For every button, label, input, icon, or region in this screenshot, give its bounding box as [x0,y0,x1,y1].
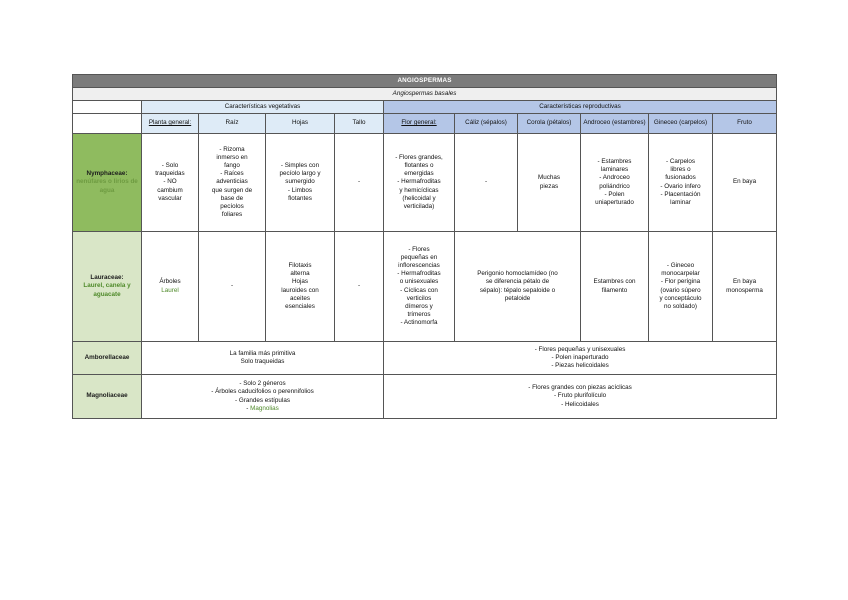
text-line: - Hermafroditas [397,178,441,186]
col-hojas: Hojas [266,114,335,134]
table-row-magnoliaceae [73,375,777,419]
text-line: - Solo 2 géneros [239,380,286,388]
vegetative-example: Magnolias [250,404,279,412]
family-name: Nymphaceae: [86,170,128,178]
text-line: Hojas [291,278,309,286]
cell-vegetative-merged [142,375,384,419]
text-line: o unisexuales [399,278,439,286]
text-line: pecíolos [220,202,244,210]
text-line: esenciales [285,302,315,310]
cell-perigonio [455,232,581,342]
text-line: emergidas [404,170,434,178]
text-line: base de [220,194,244,202]
text-line: - Raíces [220,170,244,178]
table-title: ANGIOSPERMAS [73,75,777,88]
cell-androceo [581,134,649,232]
text-line: La familia más primitiva [229,349,296,357]
family-common-name: Laurel, canela y aguacate [83,282,131,298]
vegetative-lines [144,380,381,405]
text-line: - Helicoidales [561,400,599,408]
text-line: libres o [670,166,691,174]
cell-tallo: - [335,134,384,232]
text-line: - Gineceo [666,261,695,269]
text-line: y hemicíclicas [399,186,439,194]
family-magnoliaceae: Magnoliaceae [73,375,142,419]
text-line: verticilos [406,294,432,302]
cell-tallo: - [335,232,384,342]
text-line: sumergido [285,178,315,186]
text-line: - Rizoma [219,145,245,153]
text-line: vascular [158,194,182,202]
text-line: - Polen inaperturado [551,353,609,361]
col-tallo: Tallo [335,114,384,134]
cell-fruto: En baya [713,134,777,232]
text-line: - Androceo [599,174,630,182]
family-common-name: nenúfares o lirios de agua [76,178,138,194]
cell-flor-general [384,232,455,342]
text-line: - Limbos [287,186,313,194]
text-line: y conceptáculo [659,294,702,302]
cell-hojas [266,134,335,232]
corner-cell-2 [73,114,142,134]
text-line: - Flores grandes, [395,153,443,161]
text-line: - Solo [161,162,179,170]
cell-gineceo [649,134,713,232]
text-line: se diferencia pétalo de [485,278,550,286]
text-line: laminares [600,166,629,174]
text-line: lauroides con [281,286,319,294]
table-row-nymphaceae [73,134,777,232]
cell-planta-general [142,232,199,342]
corner-cell [73,101,142,114]
text-line: uniaperturado [595,198,634,206]
text-line: trímeros [407,311,431,319]
col-corola: Corola (pétalos) [518,114,581,134]
text-line: (ovario súpero [660,286,701,294]
cell-reproductive-merged [384,375,777,419]
text-line: aceites [290,294,310,302]
text-line: - Estambres [597,157,632,165]
col-flor-general-label: Flor general: [401,119,437,127]
text-line: - Flor perígina [660,278,701,286]
text-line: cambium [157,186,183,194]
cell-hojas [266,232,335,342]
cell-reproductive-merged [384,342,777,375]
text-line: - Ovario ínfero [660,182,701,190]
cell-fruto [713,232,777,342]
text-line: - Fruto plurifolículo [553,392,607,400]
col-androceo: Androceo (estambres) [581,114,649,134]
text-line: flotantes o [404,162,434,170]
text-line: filamento [601,286,628,294]
text-line: - Carpelos [665,157,696,165]
text-line: laminar [670,198,691,206]
col-raiz: Raíz [199,114,266,134]
col-planta-general [142,114,199,134]
text-line: - Flores pequeñas y unisexuales [534,345,626,353]
col-gineceo: Gineceo (carpelos) [649,114,713,134]
text-line: verticilada) [403,202,435,210]
vegetative-example-line: - Magnolias [246,404,279,412]
group-vegetative-header: Características vegetativas [142,101,384,114]
text-line: petaloide [504,294,531,302]
text-line: Muchas [537,174,561,182]
text-line: inmerso en [216,153,248,161]
text-line: sépalo): tépalo sepaloide o [479,286,556,294]
text-line: no soldado) [664,302,697,310]
text-line: adventicias [216,178,248,186]
text-line: - Flores [408,245,430,253]
table-subtitle: Angiospermas basales [73,88,777,101]
col-fruto: Fruto [713,114,777,134]
text-line: (helicoidal y [402,194,436,202]
text-line: Filotaxis [288,261,312,269]
text-line: - Actinomorfa [400,319,438,327]
angiospermas-table [72,74,777,419]
text-line: Estambres con [593,278,636,286]
cell-planta-general [142,134,199,232]
table-row-amborellaceae [73,342,777,375]
text-line: alterna [290,270,310,278]
cell-raiz: - [199,232,266,342]
cell-flor-general [384,134,455,232]
col-planta-general-label: Planta general: [148,119,192,127]
text-line: - Cíclicas con [400,286,438,294]
family-nymphaceae [73,134,142,232]
text-line: monocarpelar [661,270,700,278]
planta-general-text: Árboles [159,278,181,286]
text-line: - Piezas helicoidales [551,362,609,370]
family-amborellaceae: Amborellaceae [73,342,142,375]
text-line: piezas [539,182,559,190]
text-line: - NO [163,178,177,186]
text-line: - Polen [604,190,625,198]
text-line: inflorescencias [398,261,440,269]
text-line: dímeros y [405,302,433,310]
text-line: - Placentación [660,190,701,198]
col-flor-general [384,114,455,134]
text-line: - Grandes estípulas [235,396,290,404]
family-lauraceae [73,232,142,342]
group-reproductive-header: Características reproductivas [384,101,777,114]
text-line: foliares [221,211,243,219]
table-row-lauraceae [73,232,777,342]
text-line: - Flores grandes con piezas acíclicas [528,384,632,392]
cell-caliz: - [455,134,518,232]
text-line: pecíolo largo y [279,170,321,178]
text-line: traqueidas [155,170,185,178]
text-line: fango [224,162,240,170]
cell-gineceo [649,232,713,342]
text-line: pequeñas en [400,253,438,261]
text-line: fusionados [665,174,696,182]
cell-corola [518,134,581,232]
cell-androceo [581,232,649,342]
cell-raiz [199,134,266,232]
text-line: flotantes [288,194,312,202]
planta-general-example: Laurel [161,286,179,294]
col-caliz: Cáliz (sépalos) [455,114,518,134]
text-line: poliándrico [599,182,630,190]
text-line: - Simples con [280,162,320,170]
text-line: que surgen de [211,186,253,194]
text-line: - Hermafroditas [397,270,441,278]
text-line: Perigonio homoclamídeo (no [477,270,558,278]
text-line: En baya [732,278,757,286]
text-line: Solo traqueidas [240,358,285,365]
family-name: Lauraceae: [90,274,124,282]
text-line: - Árboles caducifolios o perennifolios [211,388,314,396]
cell-vegetative-merged [142,342,384,375]
text-line: monosperma [726,286,763,294]
